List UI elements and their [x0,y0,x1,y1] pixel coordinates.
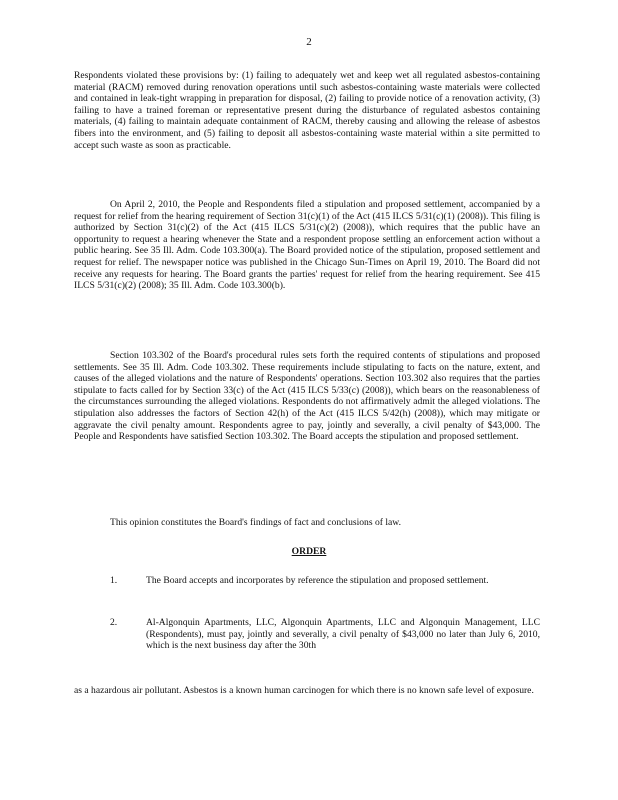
order-heading: ORDER [291,546,327,557]
footnote-text: as a hazardous air pollutant. Asbestos is a known human carcinogen for which there is no known safe level of exposure. [74,685,534,696]
paragraph-procedural-rules: Section 103.302 of the Board's procedural rules sets forth the required contents of stipulations and proposed settlements. See 35 Ill. Adm. Code 103.302. These requirements include stipulating to facts on the nature, extent, and causes of the alleged violations and the nature of Respondents' operations. Section 103.302 also requires that the parties stipulate to facts called for by Section 33(c) of the Act (415 ILCS 5/33(c) (2008)), which bears on the reasonableness of the circumstances surrounding the alleged violations. Respondents do not affirmatively admit the alleged violations. The stipulation also addresses the factors of Section 42(h) of the Act (415 ILCS 5/42(h) (2008)), which may mitigate or aggravate the civil penalty amount. Respondents agree to pay, jointly and severally, a civil penalty of $43,000. The People and Respondents have satisfied Section 103.302. The Board accepts the stipulation and proposed settlement. [74,350,540,443]
paragraph-violations: Respondents violated these provisions by: (1) failing to adequately wet and keep wet all regulated asbestos-containing material (RACM) removed during renovation operations until such asbestos-containing waste materials were collected and contained in leak-tight wrapping in preparation for disposal, (2) failing to provide notice of a renovation activity, (3) failing to have a trained foreman or representative present during the disturbance of regulated asbestos containing materials, (4) failing to maintain adequate containment of RACM, thereby causing and allowing the release of asbestos fibers into the environment, and (5) failing to deposit all asbestos-containing waste material within a site permitted to accept such waste as soon as practicable. [74,70,540,151]
order-item-text: The Board accepts and incorporates by reference the stipulation and proposed settlement. [146,575,489,586]
page-number: 2 [306,36,312,48]
paragraph-stipulation-filing: On April 2, 2010, the People and Respondents filed a stipulation and proposed settlement, accompanied by a request for relief from the hearing requirement of Section 31(c)(1) of the Act (415 ILCS 5/31(c)(1) (2008)). This filing is authorized by Section 31(c)(2) of the Act (415 ILCS 5/31(c)(2) (2008)), which requires that the public have an opportunity to request a hearing whenever the State and a respondent propose settling an enforcement action without a public hearing. See 35 Ill. Adm. Code 103.300(a). The Board provided notice of the stipulation, proposed settlement and request for relief. The newspaper notice was published in the Chicago Sun-Times on April 19, 2010. The Board did not receive any requests for hearing. The Board grants the parties' request for relief from the hearing requirement. See 415 ILCS 5/31(c)(2) (2008); 35 Ill. Adm. Code 103.300(b). [74,199,540,292]
order-item-number: 1. [110,575,118,586]
order-item-number: 2. [110,617,118,628]
paragraph-opinion-statement: This opinion constitutes the Board's findings of fact and conclusions of law. [110,517,402,528]
order-item-text: Al-Algonquin Apartments, LLC, Algonquin Apartments, LLC and Algonquin Management, LLC (Respondents), must pay, jointly and severally, a civil penalty of $43,000 no later than July 6, 2010, which is the next business day after the 30th [146,617,540,652]
